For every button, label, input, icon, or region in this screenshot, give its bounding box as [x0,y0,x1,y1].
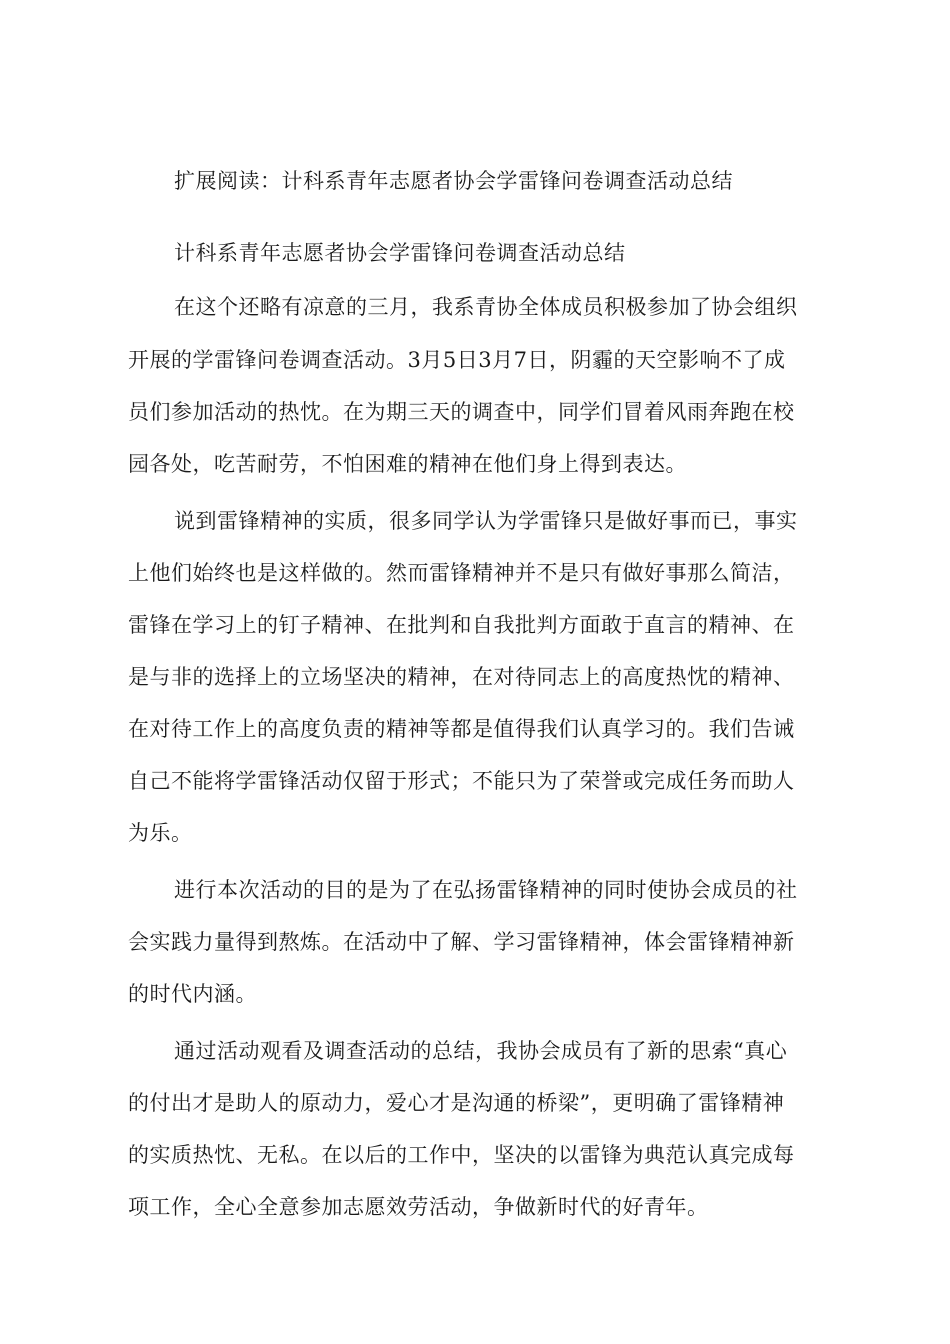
paragraph-line: 雷锋在学习上的钉子精神、在批判和自我批判方面敢于直言的精神、在 [128,613,795,637]
paragraph-line: 说到雷锋精神的实质，很多同学认为学雷锋只是做好事而已，事实 [174,509,798,533]
paragraph-line: 是与非的选择上的立场坚决的精神，在对待同志上的高度热忱的精神、 [128,665,795,689]
paragraph-line: 的付出才是助人的原动力，爱心才是沟通的桥梁”，更明确了雷锋精神 [128,1091,785,1115]
paragraph-line: 在这个还略有凉意的三月，我系青协全体成员积极参加了协会组织 [174,295,798,319]
extended-reading-heading: 扩展阅读：计科系青年志愿者协会学雷锋问卷调查活动总结 [174,169,733,193]
paragraph-line: 通过活动观看及调查活动的总结，我协会成员有了新的思索“真心 [174,1039,788,1063]
paragraph-line: 的实质热忱、无私。在以后的工作中，坚决的以雷锋为典范认真完成每 [128,1143,795,1167]
paragraph-line: 员们参加活动的热忱。在为期三天的调查中，同学们冒着风雨奔跑在校 [128,400,795,424]
paragraph-line: 自己不能将学雷锋活动仅留于形式；不能只为了荣誉或完成任务而助人 [128,769,795,793]
paragraph-line: 开展的学雷锋问卷调查活动。3月5日3月7日，阴霾的天空影响不了成 [128,348,786,372]
paragraph-line: 项工作，全心全意参加志愿效劳活动，争做新时代的好青年。 [128,1195,709,1219]
paragraph-line: 的时代内涵。 [128,982,257,1006]
paragraph-line: 园各处，吃苦耐劳，不怕困难的精神在他们身上得到表达。 [128,452,687,476]
paragraph-line: 会实践力量得到熬炼。在活动中了解、学习雷锋精神，体会雷锋精神新 [128,930,795,954]
paragraph-line: 为乐。 [128,821,193,845]
paragraph-line: 上他们始终也是这样做的。然而雷锋精神并不是只有做好事那么简洁， [128,561,795,585]
document-title: 计科系青年志愿者协会学雷锋问卷调查活动总结 [174,241,626,265]
paragraph-line: 在对待工作上的高度负责的精神等都是值得我们认真学习的。我们告诫 [128,717,795,741]
paragraph-line: 进行本次活动的目的是为了在弘扬雷锋精神的同时使协会成员的社 [174,878,798,902]
